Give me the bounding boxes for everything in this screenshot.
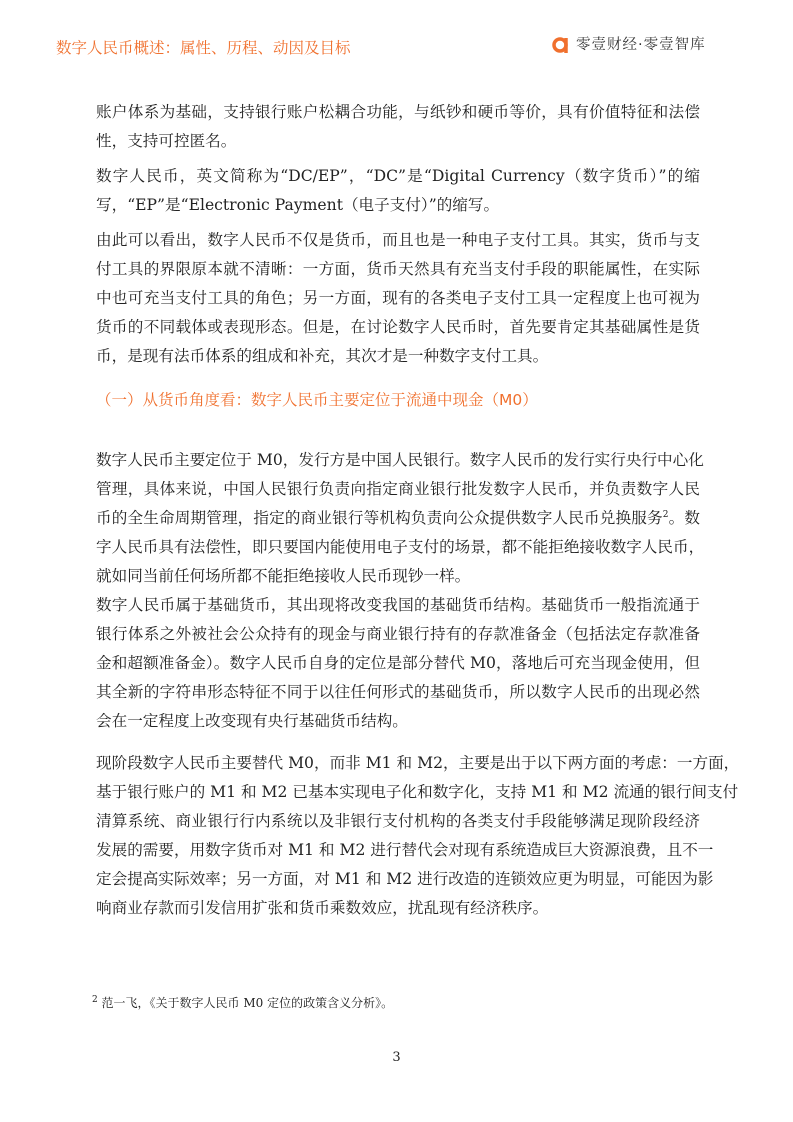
text-line: 其全新的字符串形态特征不同于以往任何形式的基础货币，所以数字人民币的出现必然 — [96, 683, 700, 701]
text-line: 中也可充当支付工具的角色；另一方面，现有的各类电子支付工具一定程度上也可视为 — [96, 289, 700, 307]
text-line: 清算系统、商业银行行内系统以及非银行支付机构的各类支付手段能够满足现阶段经济 — [96, 812, 700, 830]
text-segment: 。数 — [668, 509, 700, 527]
text-line: 基于银行账户的 M1 和 M2 已基本实现电子化和数字化，支持 M1 和 M2 流通的银行间支付 — [96, 783, 739, 801]
paragraph — [96, 749, 740, 923]
paragraph — [96, 226, 700, 371]
paragraph — [96, 162, 700, 220]
text-line: 就如同当前任何场所都不能拒绝接收人民币现钞一样。 — [96, 567, 471, 585]
brand-logo — [552, 33, 706, 54]
body-paragraphs-top — [96, 98, 700, 371]
footnote-text: 范一飞，《关于数字人民币 M0 定位的政策含义分析》。 — [97, 996, 394, 1010]
text-line: 数字人民币属于基础货币，其出现将改变我国的基础货币结构。基础货币一般指流通于 — [96, 596, 700, 614]
section-heading: （一）从货币角度看：数字人民币主要定位于流通中现金（M0） — [96, 391, 538, 409]
text-line: 性，支持可控匿名。 — [96, 132, 237, 150]
text-line: 管理，具体来说，中国人民银行负责向指定商业银行批发数字人民币，并负责数字人民 — [96, 480, 700, 498]
text-line: 付工具的界限原本就不清晰：一方面，货币天然具有充当支付手段的职能属性，在实际 — [96, 260, 700, 278]
text-line: 金和超额准备金）。数字人民币自身的定位是部分替代 M0，落地后可充当现金使用，但 — [96, 654, 700, 672]
footnote-mark: 2 — [92, 995, 98, 1005]
text-line — [96, 504, 700, 533]
document-header-title: 数字人民币概述：属性、历程、动因及目标 — [56, 39, 351, 57]
footnote-reference[interactable]: 2 — [662, 509, 669, 520]
text-line: 账户体系为基础，支持银行账户松耦合功能，与纸钞和硬币等价，具有价值特征和法偿 — [96, 103, 700, 121]
text-line: 会在一定程度上改变现有央行基础货币结构。 — [96, 712, 408, 730]
text-line: 银行体系之外被社会公众持有的现金与商业银行持有的存款准备金（包括法定存款准备 — [96, 625, 700, 643]
text-line: 字人民币具有法偿性，即只要国内能使用电子支付的场景，都不能拒绝接收数字人民币， — [96, 538, 705, 556]
text-line: 写，“EP”是“Electronic Payment（电子支付）”的缩写。 — [96, 196, 500, 214]
text-line: 发展的需要，用数字货币对 M1 和 M2 进行替代会对现有系统造成巨大资源浪费，且不一 — [96, 841, 714, 859]
body-paragraphs-bottom — [96, 591, 740, 923]
text-line: 现阶段数字人民币主要替代 M0，而非 M1 和 M2，主要是出于以下两方面的考虑：一方面， — [96, 754, 740, 772]
text-line: 货币的不同载体或表现形态。但是，在讨论数字人民币时，首先要肯定其基础属性是货 — [96, 318, 700, 336]
paragraph — [96, 591, 700, 736]
text-line: 由此可以看出，数字人民币不仅是货币，而且也是一种电子支付工具。其实，货币与支 — [96, 231, 700, 249]
paragraph-m0-positioning — [96, 446, 705, 591]
text-line: 定会提高实际效率；另一方面，对 M1 和 M2 进行改造的连锁效应更为明显，可能因为影 — [96, 870, 714, 888]
text-line: 币，是现有法币体系的组成和补充，其次才是一种数字支付工具。 — [96, 347, 549, 365]
brand-name: 零壹财经·零壹智库 — [576, 37, 706, 53]
text-line: 数字人民币主要定位于 M0，发行方是中国人民银行。数字人民币的发行实行央行中心化 — [96, 451, 704, 469]
text-segment: 币的全生命周期管理，指定的商业银行等机构负责向公众提供数字人民币兑换服务 — [96, 509, 663, 527]
paragraph — [96, 98, 700, 156]
page-number: 3 — [392, 1050, 401, 1065]
text-line: 响商业存款而引发信用扩张和货币乘数效应，扰乱现有经济秩序。 — [96, 899, 549, 917]
brand-alpha-icon — [552, 34, 570, 54]
footnote — [92, 994, 393, 1011]
text-line: 数字人民币，英文简称为“DC/EP”，“DC”是“Digital Currency（数字货币）”的缩 — [96, 167, 700, 185]
